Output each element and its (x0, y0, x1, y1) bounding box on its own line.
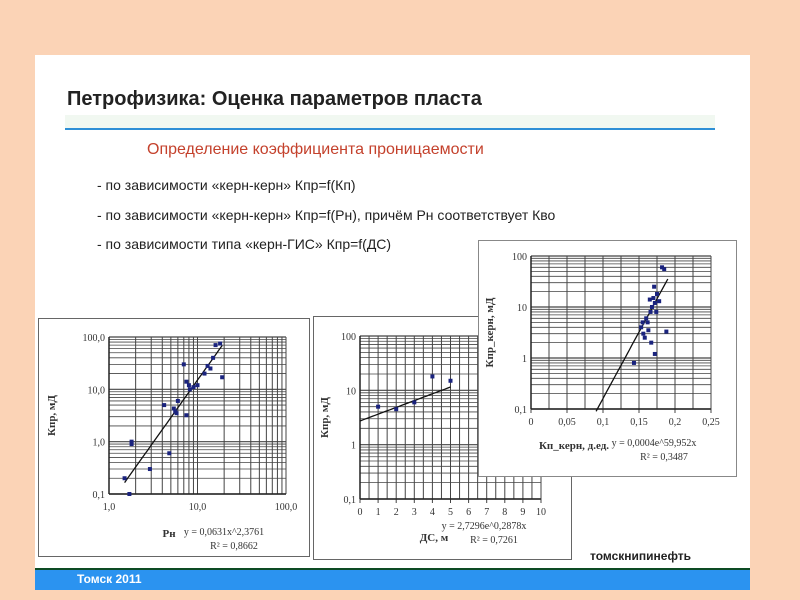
data-point (639, 325, 643, 329)
x-tick-label: 0,2 (668, 417, 682, 428)
bullet-3: - по зависимости типа «керн-ГИС» Кпр=f(ДС) (97, 236, 392, 252)
x-tick-label: 10 (536, 507, 546, 518)
data-point (220, 375, 224, 379)
data-point (127, 492, 131, 496)
r-squared: R² = 0,7261 (470, 535, 518, 546)
data-point (654, 310, 658, 314)
y-tick-label: 100 (512, 252, 527, 263)
data-point (632, 361, 636, 365)
x-tick-label: 0,05 (558, 417, 576, 428)
y-tick-label: 1 (522, 354, 527, 365)
x-tick-label: 0 (357, 507, 363, 518)
y-tick-label: 1 (351, 440, 356, 452)
data-point (650, 305, 654, 309)
x-axis-label: Рн (162, 528, 176, 540)
data-point (649, 341, 653, 345)
data-point (182, 362, 186, 366)
slide-title: Петрофизика: Оценка параметров пласта (67, 88, 482, 110)
x-tick-label: 3 (411, 507, 417, 518)
data-point (652, 285, 656, 289)
chart-panel-rn (38, 318, 310, 557)
title-divider (65, 128, 715, 130)
data-point (644, 316, 648, 320)
x-tick-label: 100,0 (274, 502, 298, 513)
chart-panel-kp (478, 240, 737, 477)
y-tick-label: 0,1 (343, 495, 356, 506)
data-point (646, 328, 650, 332)
data-point (130, 440, 134, 444)
data-point (430, 374, 434, 378)
data-point (184, 413, 188, 417)
data-point (218, 342, 222, 346)
x-tick-label: 10,0 (188, 502, 207, 513)
data-point (653, 301, 657, 305)
data-point (648, 298, 652, 302)
y-tick-label: 100 (341, 332, 356, 343)
data-point (651, 296, 655, 300)
title-shade (65, 115, 715, 128)
data-point (376, 405, 380, 409)
x-tick-label: 2 (393, 507, 399, 518)
x-tick-label: 0,1 (596, 417, 610, 428)
data-point (148, 467, 152, 471)
x-tick-label: 5 (448, 507, 453, 518)
data-point (657, 299, 661, 303)
data-point (167, 451, 171, 455)
data-point (191, 385, 195, 389)
y-tick-label: 10 (517, 303, 527, 314)
trend-equation: y = 2,7296e^0,2878x (441, 521, 527, 532)
x-axis-label: Кп_керн, д.ед. (538, 440, 610, 452)
data-point (449, 379, 453, 383)
trend-equation: y = 0,0631x^2,3761 (183, 527, 265, 538)
chart-kpr-vs-kp (479, 241, 736, 476)
data-point (123, 476, 127, 480)
y-axis-label: Кпр, мД (46, 395, 58, 436)
data-point (208, 367, 212, 371)
r-squared: R² = 0,8662 (210, 541, 258, 552)
slide-subtitle: Определение коэффициента проницаемости (147, 141, 484, 158)
data-point (412, 400, 416, 404)
data-point (641, 332, 645, 336)
y-tick-label: 10,0 (87, 385, 105, 397)
footer-bar (35, 568, 750, 590)
x-tick-label: 9 (520, 507, 526, 518)
data-point (394, 407, 398, 411)
footer-text: Томск 2011 (77, 572, 142, 586)
data-point (643, 336, 647, 340)
data-point (655, 292, 659, 296)
x-tick-label: 1 (375, 507, 381, 518)
data-point (196, 383, 200, 387)
x-tick-label: 6 (466, 507, 472, 518)
company-brand: томскнипинефть (590, 549, 692, 563)
chart-kpr-vs-rn (39, 319, 309, 556)
data-point (662, 267, 666, 271)
data-point (203, 372, 207, 376)
data-point (653, 352, 657, 356)
x-axis-label: ДС, м (419, 532, 449, 544)
bullet-2: - по зависимости «керн-керн» Кпр=f(Рн), причём Рн соответствует Кво (97, 207, 556, 223)
data-point (664, 330, 668, 334)
data-point (646, 320, 650, 324)
x-tick-label: 0,25 (702, 417, 720, 428)
y-axis-label: Кпр_керн, мД (484, 297, 496, 368)
data-point (188, 387, 192, 391)
r-squared: R² = 0,3487 (640, 452, 688, 463)
data-point (641, 320, 645, 324)
data-point (175, 411, 179, 415)
x-tick-label: 7 (484, 507, 490, 518)
y-tick-label: 10 (346, 386, 356, 398)
y-tick-label: 1,0 (92, 437, 105, 449)
y-tick-label: 100,0 (82, 333, 105, 344)
y-tick-label: 0,1 (92, 490, 105, 501)
x-tick-label: 1,0 (102, 502, 116, 513)
x-tick-label: 0,15 (630, 417, 648, 428)
y-axis-label: Кпр, мД (319, 397, 331, 438)
data-point (187, 383, 191, 387)
x-tick-label: 8 (502, 507, 508, 518)
data-point (211, 356, 215, 360)
data-point (214, 343, 218, 347)
data-point (649, 310, 653, 314)
data-point (184, 380, 188, 384)
x-tick-label: 0 (528, 417, 534, 428)
trend-equation: y = 0,0004e^59,952x (611, 438, 697, 449)
bullet-1: - по зависимости «керн-керн» Кпр=f(Кп) (97, 177, 356, 193)
data-point (176, 399, 180, 403)
y-tick-label: 0,1 (514, 405, 527, 416)
data-point (162, 403, 166, 407)
x-tick-label: 4 (429, 507, 435, 518)
